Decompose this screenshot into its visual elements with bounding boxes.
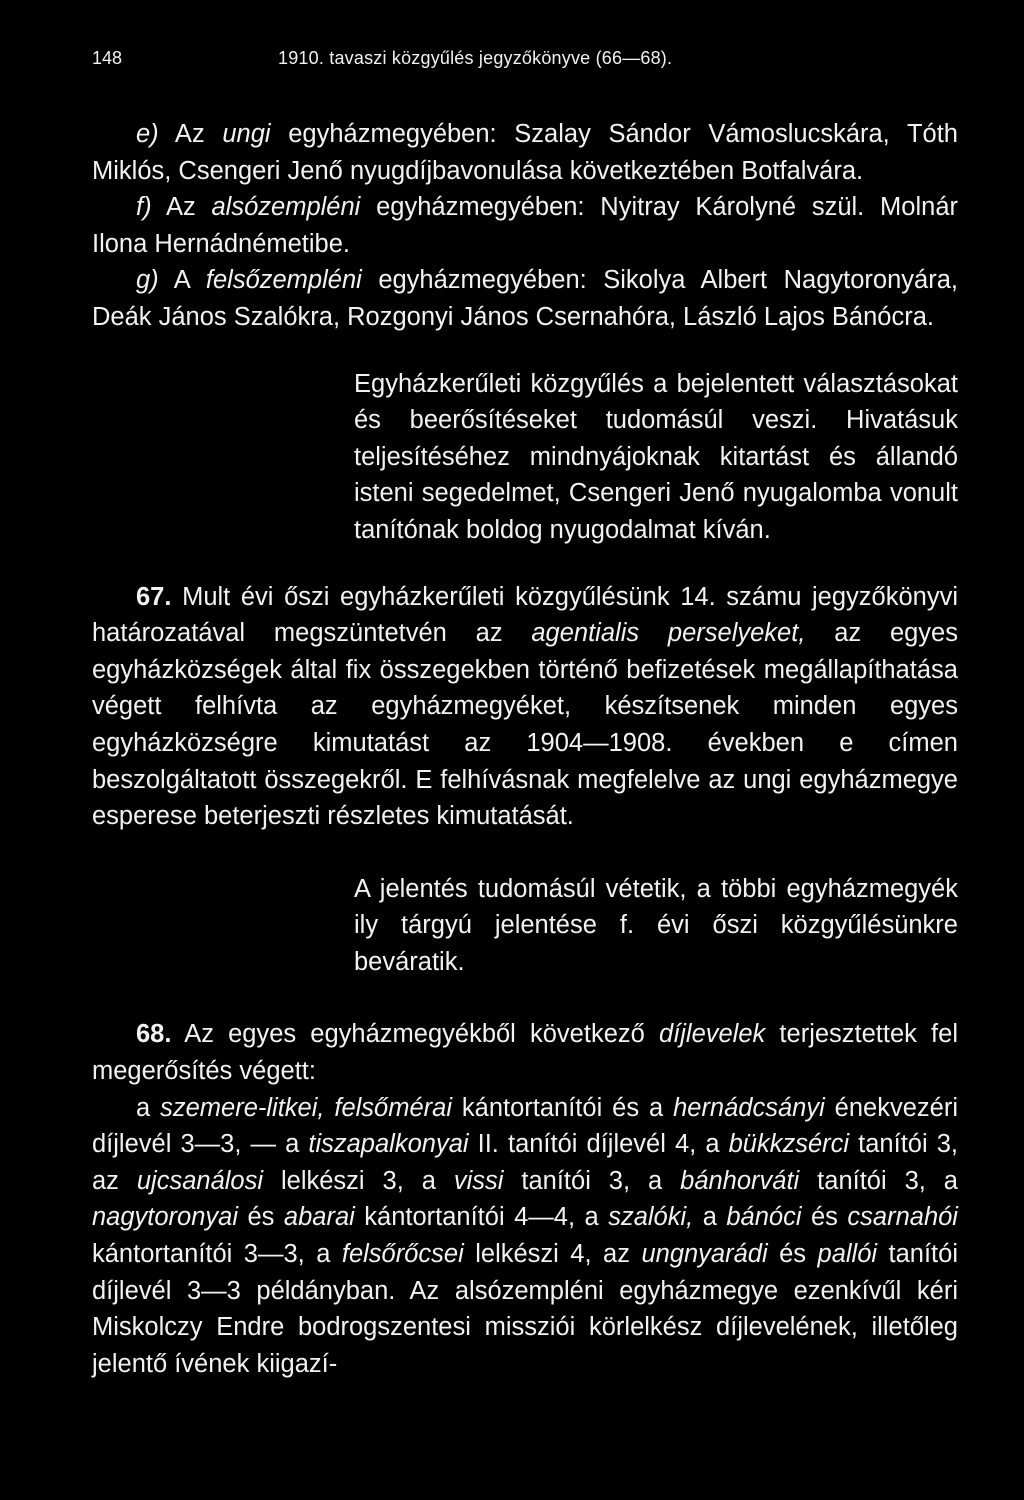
item-g-letter: g)	[136, 266, 159, 295]
item-e-letter: e)	[136, 120, 159, 148]
section-67-paragraph: 67. Mult évi őszi egyházkerűleti közgyűlésünk 14. számu jegyzőkönyvi határozatával megszüntetvén az agentialis perselyeket, az egyes egyházközségek által fix összegekben történő befizetések megállapíthatása végett felhívta az egyházmegyéket, készítsenek minden egyes egyházközségre kimutatást az 1904—1908. években e címen beszolgáltatott összegekről. E felhívásnak megfelelve az ungi egyházmegye esperese beterjeszti részletes kimutatását.	[92, 582, 958, 831]
section-67-number: 67.	[136, 582, 172, 611]
item-f-letter: f)	[136, 193, 152, 222]
item-e-diocese: ungi	[222, 120, 271, 148]
item-g-diocese: felsőzempléni	[205, 266, 362, 295]
body-text	[92, 116, 958, 1382]
item-f-diocese: alsózempléni	[211, 193, 361, 222]
resolution-paragraph-2: A jelentés tudomásúl vétetik, a többi egyházmegyék ily tárgyú jelentése f. évi őszi közgyűlésünkre beváratik.	[354, 874, 958, 976]
resolution-paragraph-1: Egyházkerűleti közgyűlés a bejelentett választásokat és beerősítéseket tudomásúl veszi. Hivatásuk teljesítéséhez mindnyájoknak kitartást és állandó isteni segedelmet, Csengeri Jenő nyugalomba vonult tanítónak boldog nyugodalmat kíván.	[354, 369, 958, 544]
item-f-paragraph: f) Az alsózempléni egyházmegyében: Nyitray Károlyné szül. Molnár Ilona Hernádnémetibe.	[92, 193, 958, 258]
spacer	[92, 549, 958, 579]
running-title: 1910. tavaszi közgyűlés jegyzőkönyve (66—68).	[278, 48, 673, 68]
spacer	[92, 835, 958, 871]
section-68-number: 68.	[136, 1020, 172, 1049]
page-header	[92, 46, 958, 70]
section-67-italic: agentialis perselyeket,	[531, 619, 806, 648]
spacer	[92, 336, 958, 366]
section-68-paragraph: 68. Az egyes egyházmegyékből következő díjlevelek terjesztettek fel megerősítés végett:	[92, 1020, 958, 1086]
item-g-paragraph: g) A felsőzempléni egyházmegyében: Sikolya Albert Nagytoronyára, Deák János Szalókra, Rozgonyi János Csernahóra, László Lajos Bánócra.	[92, 266, 958, 331]
item-e-paragraph: e) Az ungi egyházmegyében: Szalay Sándor Vámoslucskára, Tóth Miklós, Csengeri Jenő nyugdíjbavonulása következtében Botfalvára.	[92, 120, 958, 185]
page-number: 148	[92, 48, 123, 68]
spacer	[92, 980, 958, 1016]
section-68-list-paragraph: a szemere-litkei, felsőmérai kántortanítói és a hernádcsányi énekvezéri díjlevél 3—3, — a tiszapalkonyai II. tanítói díjlevél 4, a bükkzsérci tanítói 3, az ujcsanálosi lelkészi 3, a vissi tanítói 3, a bánhorváti tanítói 3, a nagytoronyai és abarai kántortanítói 4—4, a szalóki, a bánóci és csarnahói kántortanítói 3—3, a felsőrőcsei lelkészi 4, az ungnyarádi és pallói tanítói díjlevél 3—3 példányban. Az alsózempléni egyházmegye ezenkívűl kéri Miskolczy Endre bodrogszentesi missziói körlelkész díjlevelének, illetőleg jelentő ívének kiigazí-	[92, 1093, 958, 1378]
